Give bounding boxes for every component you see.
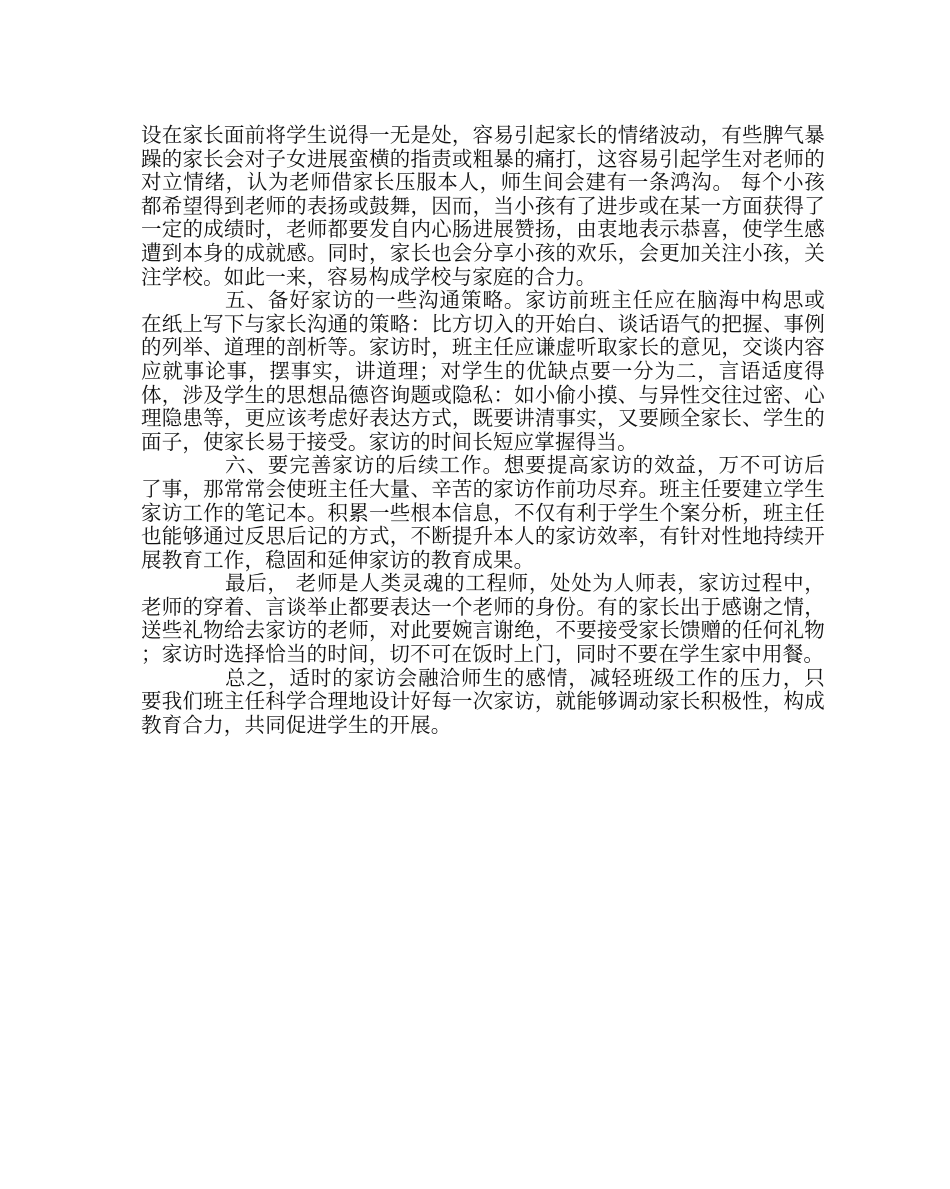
paragraph-conclusion: 总之，适时的家访会融洽师生的感情，减轻班级工作的压力，只要我们班主任科学合理地设计好每一次家访，就能够调动家长积极性，构成教育合力，共同促进学生的开展。 [141,665,825,737]
paragraph-section-six: 六、要完善家访的后续工作。想要提高家访的效益，万不可访后了事，那常常会使班主任大量、辛苦的家访作前功尽弃。班主任要建立学生家访工作的笔记本。积累一些根本信息，不仅有利于学生个案分析，班主任也能够通过反思后记的方式，不断提升本人的家访效率，有针对性地持续开展教育工作，稳固和延伸家访的教育成果。 [141,453,825,572]
paragraph-section-five: 五、备好家访的一些沟通策略。家访前班主任应在脑海中构思或在纸上写下与家长沟通的策略：比方切入的开始白、谈话语气的把握、事例的列举、道理的剖析等。家访时，班主任应谦虚听取家长的意见，交谈内容应就事论事，摆事实，讲道理；对学生的优缺点要一分为二，言语适度得体，涉及学生的思想品德咨询题或隐私：如小偷小摸、与异性交往过密、心理隐患等，更应该考虑好表达方式，既要讲清事实，又要顾全家长、学生的面子，使家长易于接受。家访的时间长短应掌握得当。 [141,288,825,454]
paragraph-finally: 最后， 老师是人类灵魂的工程师，处处为人师表，家访过程中，老师的穿着、言谈举止都要表达一个老师的身份。有的家长出于感谢之情，送些礼物给去家访的老师，对此要婉言谢绝，不要接受家长馈赠的任何礼物 ；家访时选择恰当的时间，切不可在饭时上门，同时不要在学生家中用餐。 [141,571,825,667]
paragraph-continuation: 设在家长面前将学生说得一无是处，容易引起家长的情绪波动，有些脾气暴躁的家长会对子女进展蛮横的指责或粗暴的痛打，这容易引起学生对老师的对立情绪，认为老师借家长压服本人，师生间会建有一条鸿沟。 每个小孩都希望得到老师的表扬或鼓舞，因而，当小孩有了进步或在某一方面获得了一定的成绩时，老师都要发自内心肠进展赞扬，由衷地表示恭喜，使学生感遭到本身的成就感。同时，家长也会分享小孩的欢乐，会更加关注小孩，关注学校。如此一来，容易构成学校与家庭的合力。 [141,123,825,289]
document-body [141,124,825,737]
